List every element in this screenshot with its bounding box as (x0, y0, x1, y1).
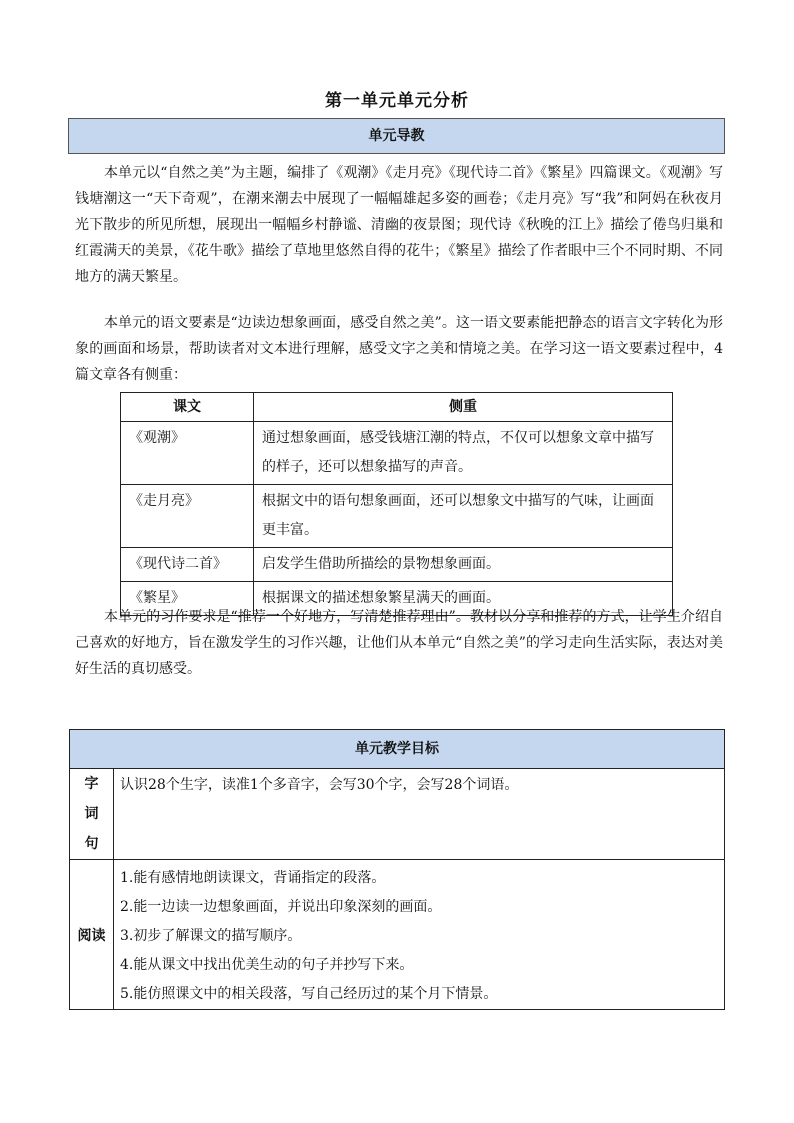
focus-cell: 根据课文的描述想象繁星满天的画面。 (254, 582, 673, 616)
table-header-row (70, 730, 725, 769)
list-item: 3.初步了解课文的描写顺序。 (120, 928, 302, 944)
focus-cell: 通过想象画面，感受钱塘江潮的特点，不仅可以想象文章中描写的样子，还可以想象描写的声音。 (254, 422, 673, 485)
section-heading-goals: 单元教学目标 (70, 730, 725, 769)
page-title: 第一单元单元分析 (325, 91, 469, 111)
list-item: 1.能有感情地朗读课文，背诵指定的段落。 (120, 870, 386, 886)
table-row (70, 769, 725, 860)
table-row (121, 548, 673, 582)
goal-label-reading: 阅读 (70, 860, 114, 1010)
focus-cell: 根据文中的语句想象画面，还可以想象文中描写的气味，让画面更丰富。 (254, 485, 673, 548)
guide-paragraph-1: 本单元以“自然之美”为主题，编排了《观潮》《走月亮》《现代诗二首》《繁星》四篇课文。《观潮》写钱塘潮这一“天下奇观”，在潮来潮去中展现了一幅幅雄起多姿的画卷；《走月亮》写“我”和阿妈在秋夜月光下散步的所见所想，展现出一幅幅乡村静谧、清幽的夜景图；现代诗《秋晚的江上》描绘了倦鸟归巢和红霞满天的美景，《花牛歌》描绘了草地里悠然自得的花牛；《繁星》描绘了作者眼中三个不同时期、不同地方的满天繁星。 (75, 165, 723, 285)
lesson-cell: 《繁星》 (121, 582, 254, 616)
table-row (121, 422, 673, 485)
column-header-lesson: 课文 (121, 393, 254, 422)
list-item: 2.能一边读一边想象画面，并说出印象深刻的画面。 (120, 899, 442, 915)
lesson-cell: 《走月亮》 (121, 485, 254, 548)
guide-paragraph-2: 本单元的语文要素是“边读边想象画面，感受自然之美”。这一语文要素能把静态的语言文字转化为形象的画面和场景，帮助读者对文本进行理解，感受文字之美和情境之美。在学习这一语文要素过程中，4篇文章各有侧重： (75, 315, 723, 383)
list-item: 5.能仿照课文中的相关段落，写自己经历过的某个月下情景。 (120, 986, 498, 1002)
table-header-row (121, 393, 673, 422)
column-header-focus: 侧重 (254, 393, 673, 422)
guide-paragraph-3: 本单元的习作要求是“推荐一个好地方，写清楚推荐理由”。教材以分享和推荐的方式，让学生介绍自己喜欢的好地方，旨在激发学生的习作兴趣，让他们从本单元“自然之美”的学习走向生活实际，表达对美好生活的真切感受。 (75, 609, 723, 677)
goal-label-vocabulary: 字词句 (70, 769, 114, 860)
unit-goals-table (69, 729, 725, 1010)
goal-text-reading (114, 860, 725, 1010)
table-row (70, 860, 725, 1010)
lesson-cell: 《观潮》 (121, 422, 254, 485)
lesson-cell: 《现代诗二首》 (121, 548, 254, 582)
goal-text-vocabulary: 认识28个生字，读准1个多音字，会写30个字，会写28个词语。 (114, 769, 725, 860)
lesson-focus-table (120, 392, 673, 616)
focus-cell: 启发学生借助所描绘的景物想象画面。 (254, 548, 673, 582)
list-item: 4.能从课文中找出优美生动的句子并抄写下来。 (120, 957, 414, 973)
table-row (121, 485, 673, 548)
section-heading-guide: 单元导教 (68, 118, 725, 154)
